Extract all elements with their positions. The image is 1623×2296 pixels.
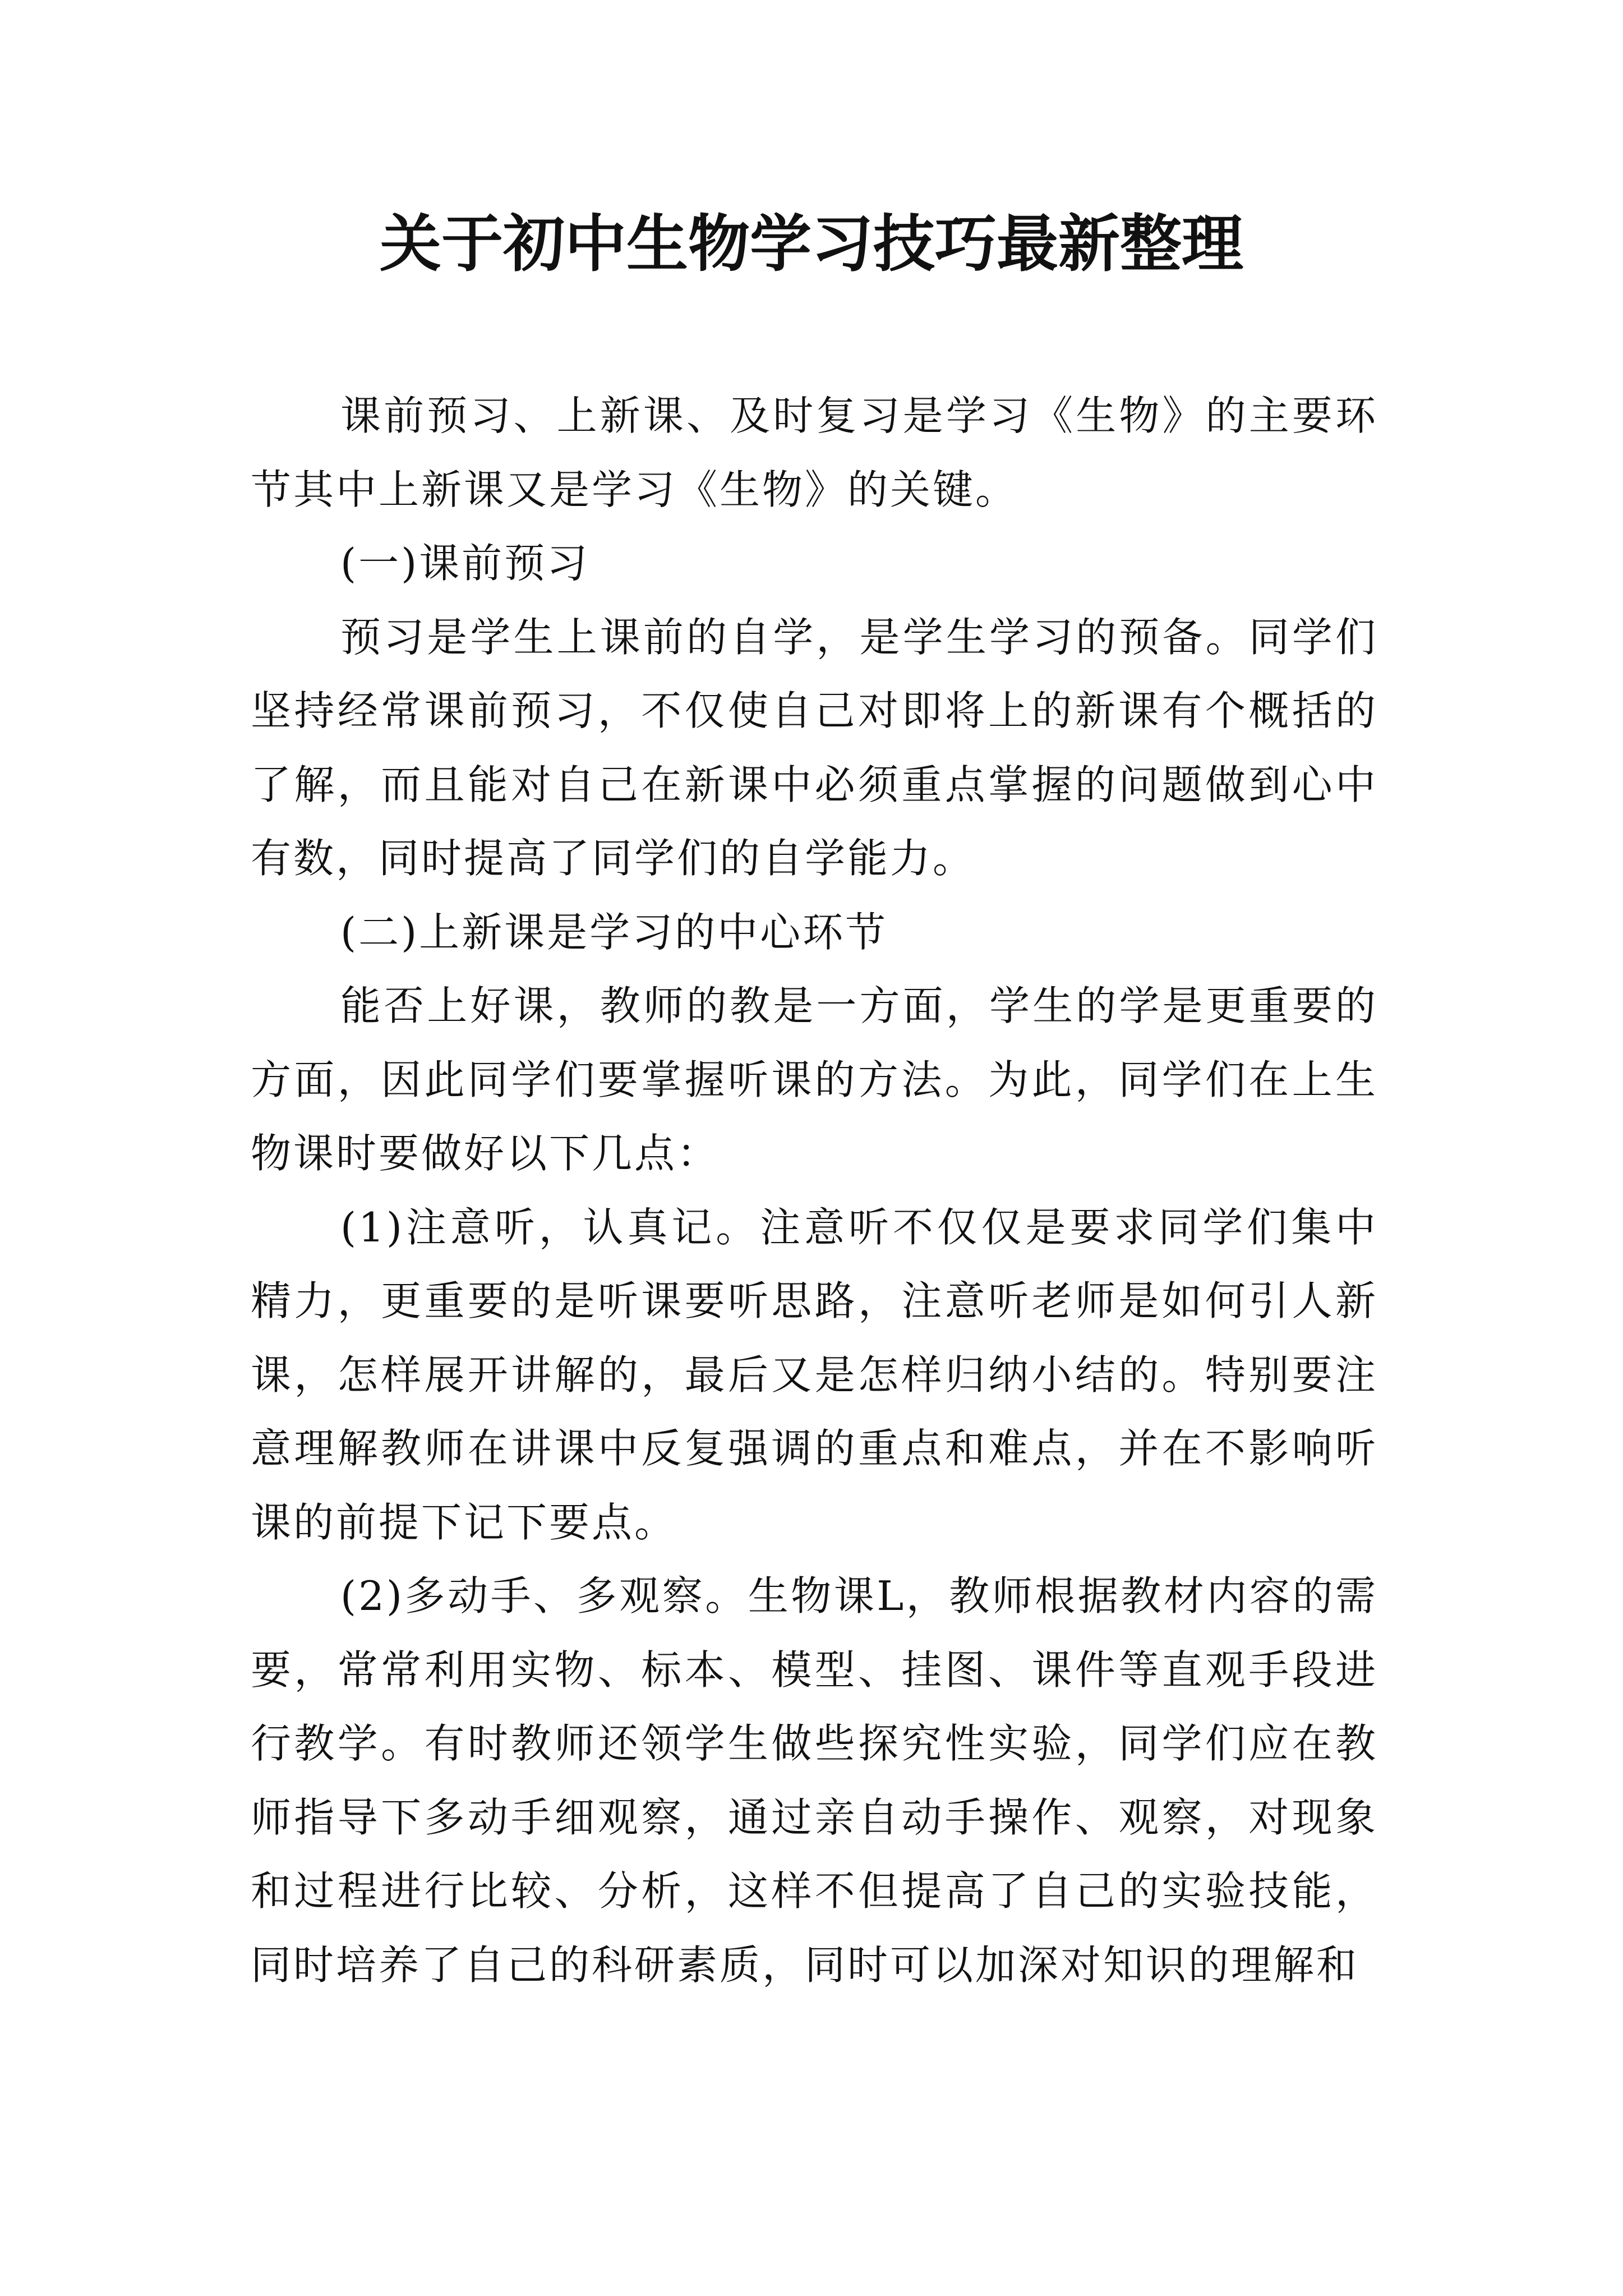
paragraph-point-1: (1)注意听，认真记。注意听不仅仅是要求同学们集中精力，更重要的是听课要听思路，注意听老师是如何引人新课，怎样展开讲解的，最后又是怎样归纳小结的。特别要注意理解教师在讲课中反复强调的重点和难点，并在不影响听课的前提下记下要点。 (251, 1203, 1378, 1546)
section-heading-preview: (一)课前预习 (340, 540, 590, 587)
section-heading-new-lesson: (二)上新课是学习的中心环节 (340, 908, 888, 956)
paragraph-intro: 课前预习、上新课、及时复习是学习《生物》的主要环节其中上新课又是学习《生物》的关键。 (251, 392, 1378, 513)
paragraph-preview: 预习是学生上课前的自学，是学生学习的预备。同学们坚持经常课前预习，不仅使自己对即将上的新课有个概括的了解，而且能对自己在新课中必须重点掌握的问题做到心中有数，同时提高了同学们的自学能力。 (251, 613, 1378, 882)
paragraph-new-lesson: 能否上好课，教师的教是一方面，学生的学是更重要的方面，因此同学们要掌握听课的方法。为此，同学们在上生物课时要做好以下几点： (251, 982, 1378, 1177)
paragraph-point-2: (2)多动手、多观察。生物课L，教师根据教材内容的需要，常常利用实物、标本、模型、挂图、课件等直观手段进行教学。有时教师还领学生做些探究性实验，同学们应在教师指导下多动手细观察，通过亲自动手操作、观察，对现象和过程进行比较、分析，这样不但提高了自己的实验技能，同时培养了自己的科研素质，同时可以加深对知识的理解和 (251, 1572, 1378, 1989)
document-title: 关于初中生物学习技巧最新整理 (380, 208, 1243, 280)
document-body (251, 379, 1378, 2002)
